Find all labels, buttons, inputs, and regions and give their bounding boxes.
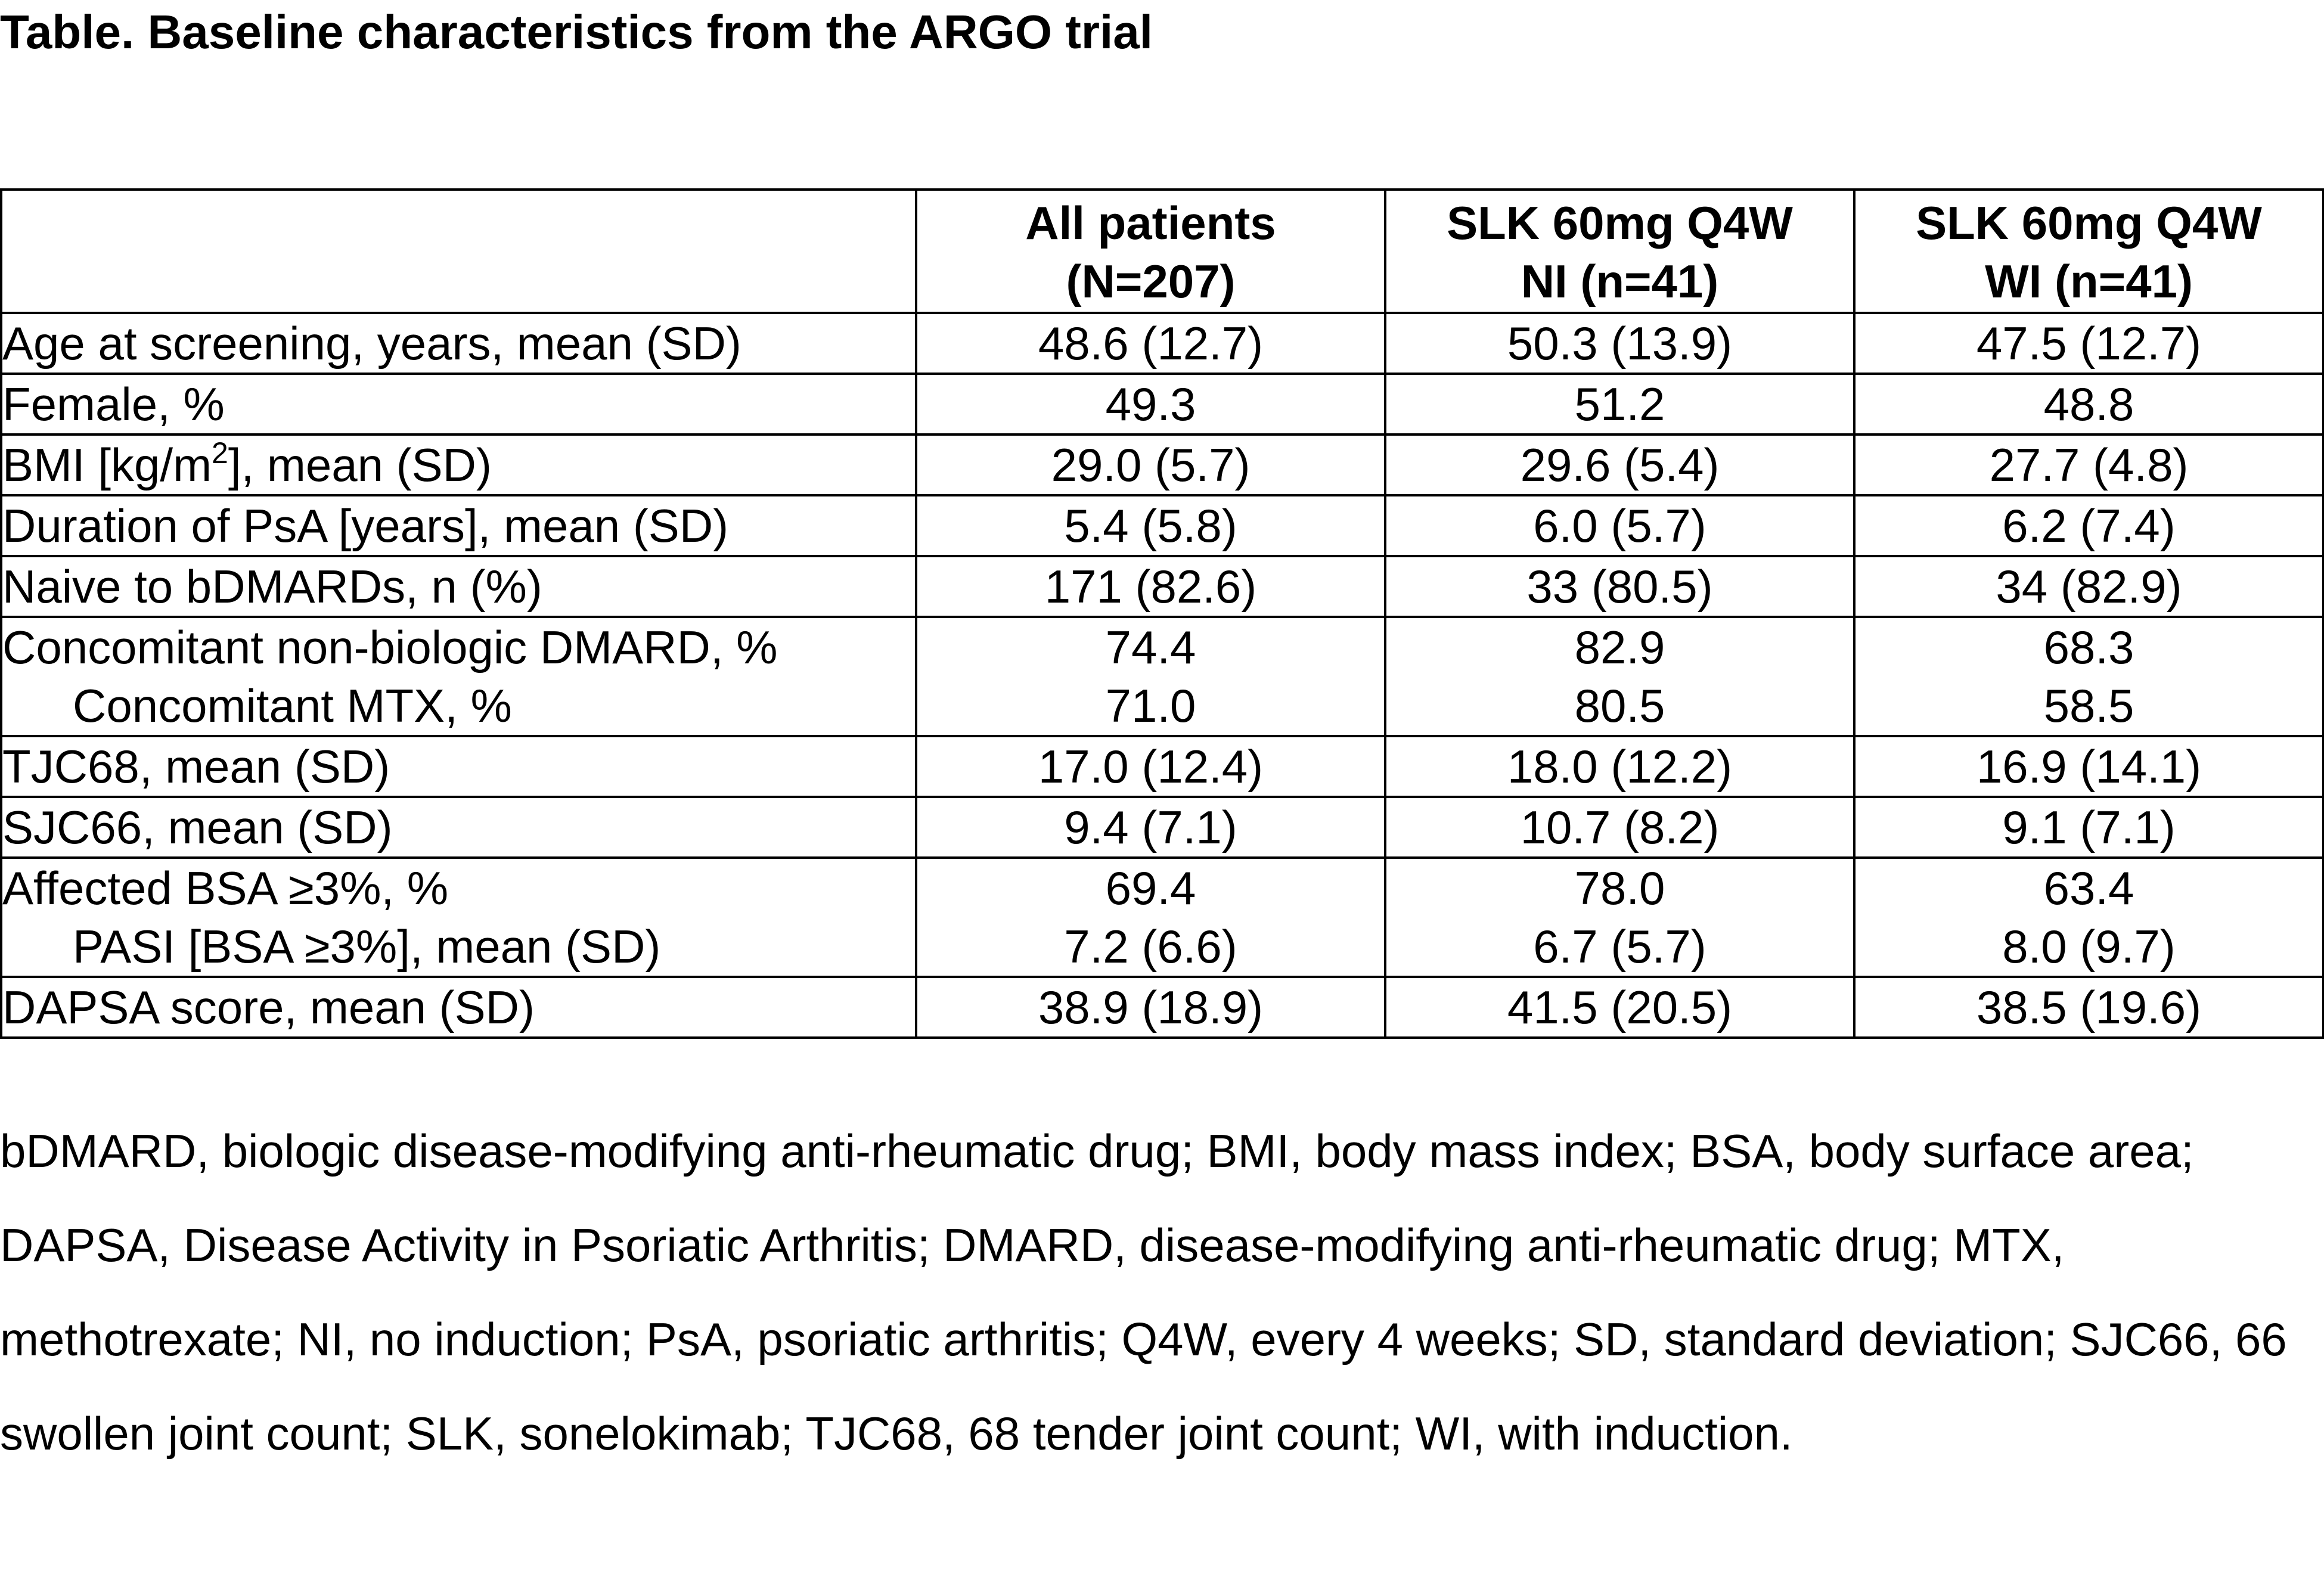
table-row-sjc66 [1, 797, 2323, 858]
value-main: 82.9 [1574, 621, 1665, 673]
cell-all-patients: 17.0 (12.4) [916, 736, 1385, 797]
cell-slk-wi: 47.5 (12.7) [1854, 313, 2323, 374]
header-cell-slk-ni [1385, 190, 1854, 313]
cell-slk-wi [1854, 617, 2323, 736]
cell-slk-ni: 41.5 (20.5) [1385, 977, 1854, 1038]
row-label: Naive to bDMARDs, n (%) [1, 556, 916, 617]
table-row-tjc68 [1, 736, 2323, 797]
row-label: Age at screening, years, mean (SD) [1, 313, 916, 374]
table-title: Table. Baseline characteristics from the ARGO trial [0, 5, 1153, 58]
row-label-sub: PASI [BSA ≥3%], mean (SD) [73, 920, 661, 973]
header-cell-all-patients [916, 190, 1385, 313]
cell-all-patients: 48.6 (12.7) [916, 313, 1385, 374]
cell-slk-wi: 9.1 (7.1) [1854, 797, 2323, 858]
table-row-psa-duration [1, 495, 2323, 556]
cell-slk-ni: 10.7 (8.2) [1385, 797, 1854, 858]
table-row-bmi [1, 434, 2323, 495]
table-row-age [1, 313, 2323, 374]
value-main: 63.4 [2043, 862, 2134, 914]
row-label-main: Affected BSA ≥3%, % [2, 862, 449, 914]
baseline-characteristics-table [0, 188, 2324, 1039]
table-row-dapsa [1, 977, 2323, 1038]
row-label [1, 434, 916, 495]
header-line-1: SLK 60mg Q4W [1916, 197, 2262, 249]
row-label: DAPSA score, mean (SD) [1, 977, 916, 1038]
table-header-row [1, 190, 2323, 313]
value-main: 74.4 [1105, 621, 1196, 673]
row-label-text: BMI [kg/m [2, 439, 212, 491]
row-label: TJC68, mean (SD) [1, 736, 916, 797]
row-label [1, 617, 916, 736]
value-main: 68.3 [2043, 621, 2134, 673]
cell-slk-wi: 34 (82.9) [1854, 556, 2323, 617]
cell-slk-ni [1385, 858, 1854, 977]
cell-all-patients [916, 617, 1385, 736]
cell-slk-wi: 38.5 (19.6) [1854, 977, 2323, 1038]
value-sub: 71.0 [1105, 679, 1196, 732]
value-sub: 80.5 [1574, 679, 1665, 732]
row-label-text-end: ], mean (SD) [228, 439, 492, 491]
superscript-2: 2 [212, 436, 228, 470]
value-main: 78.0 [1574, 862, 1665, 914]
cell-slk-ni: 33 (80.5) [1385, 556, 1854, 617]
cell-slk-ni: 51.2 [1385, 374, 1854, 434]
row-label: SJC66, mean (SD) [1, 797, 916, 858]
row-label-sub: Concomitant MTX, % [73, 679, 512, 732]
cell-all-patients: 171 (82.6) [916, 556, 1385, 617]
cell-slk-ni: 29.6 (5.4) [1385, 434, 1854, 495]
header-line-2: NI (n=41) [1521, 255, 1719, 308]
cell-slk-wi: 48.8 [1854, 374, 2323, 434]
cell-slk-ni: 50.3 (13.9) [1385, 313, 1854, 374]
header-line-2: (N=207) [1066, 255, 1236, 308]
cell-slk-wi: 6.2 (7.4) [1854, 495, 2323, 556]
table-row-naive-bdmards [1, 556, 2323, 617]
cell-all-patients: 5.4 (5.8) [916, 495, 1385, 556]
cell-all-patients [916, 858, 1385, 977]
value-main: 69.4 [1105, 862, 1196, 914]
row-label: Female, % [1, 374, 916, 434]
value-sub: 58.5 [2043, 679, 2134, 732]
table-row-affected-bsa [1, 858, 2323, 977]
cell-all-patients: 38.9 (18.9) [916, 977, 1385, 1038]
row-label: Duration of PsA [years], mean (SD) [1, 495, 916, 556]
row-label-main: Concomitant non-biologic DMARD, % [2, 621, 778, 673]
cell-slk-ni: 18.0 (12.2) [1385, 736, 1854, 797]
cell-all-patients: 9.4 (7.1) [916, 797, 1385, 858]
cell-slk-wi: 16.9 (14.1) [1854, 736, 2323, 797]
cell-slk-wi: 27.7 (4.8) [1854, 434, 2323, 495]
value-sub: 8.0 (9.7) [2002, 920, 2176, 973]
cell-slk-ni: 6.0 (5.7) [1385, 495, 1854, 556]
cell-all-patients: 49.3 [916, 374, 1385, 434]
header-line-1: All patients [1025, 197, 1276, 249]
header-cell-slk-wi [1854, 190, 2323, 313]
abbreviations-footnote: bDMARD, biologic disease-modifying anti-rheumatic drug; BMI, body mass index; BSA, body surface area; DAPSA, Disease Activity in Psoriatic Arthritis; DMARD, disease-modifying anti-rheumatic drug; MTX, methotrexate; NI, no induction; PsA, psoriatic arthritis; Q4W, every 4 weeks; SD, standard deviation; SJC66, 66 swollen joint count; SLK, sonelokimab; TJC68, 68 tender joint count; WI, with induction. [0, 1125, 2287, 1460]
value-sub: 6.7 (5.7) [1533, 920, 1706, 973]
header-cell-empty [1, 190, 916, 313]
table-row-female [1, 374, 2323, 434]
table-row-concomitant-dmard [1, 617, 2323, 736]
cell-all-patients: 29.0 (5.7) [916, 434, 1385, 495]
header-line-2: WI (n=41) [1985, 255, 2193, 308]
row-label [1, 858, 916, 977]
cell-slk-wi [1854, 858, 2323, 977]
value-sub: 7.2 (6.6) [1064, 920, 1237, 973]
header-line-1: SLK 60mg Q4W [1447, 197, 1793, 249]
cell-slk-ni [1385, 617, 1854, 736]
